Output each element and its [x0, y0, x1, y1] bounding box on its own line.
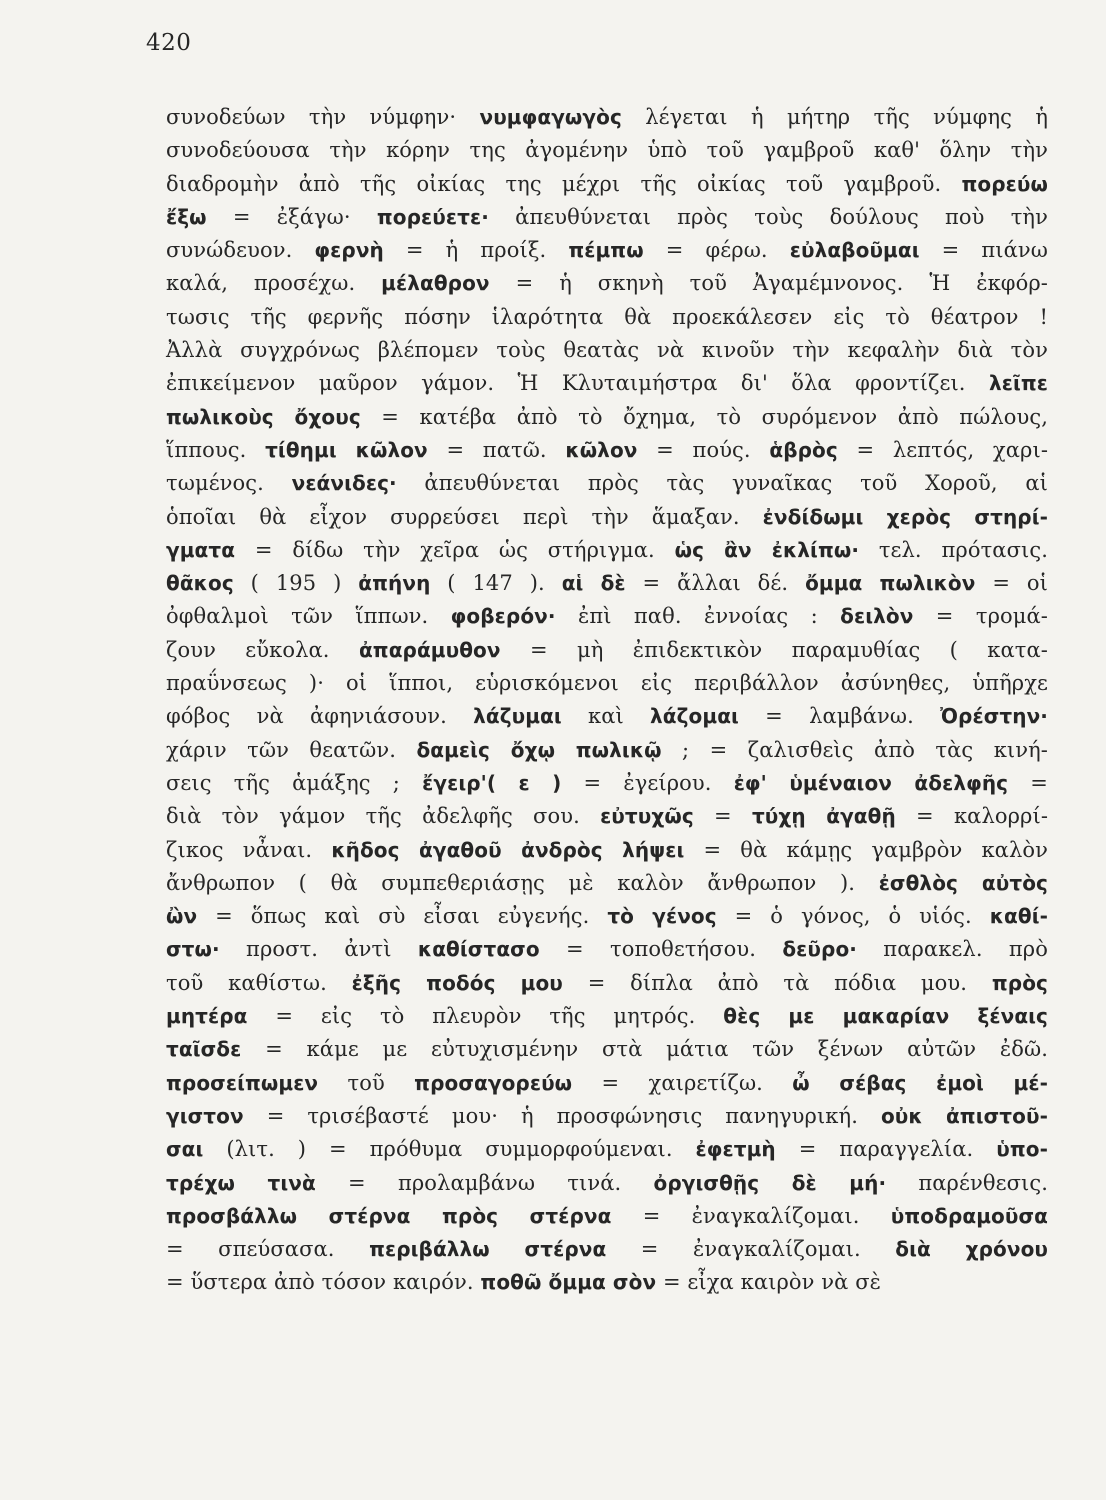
gloss-text: = χαιρετίζω. [572, 1070, 793, 1095]
bold-term: τὸ γένος [607, 904, 717, 929]
text-line [166, 1233, 1048, 1266]
text-line [166, 1033, 1048, 1066]
bold-term: δειλὸν [840, 604, 914, 629]
text-line [166, 967, 1048, 1000]
text-line [166, 1200, 1048, 1233]
text-line [166, 367, 1048, 400]
text-line [166, 1133, 1048, 1166]
gloss-text: = σπεύσασα. [166, 1237, 370, 1262]
bold-term: ἐξῆς ποδός μου [351, 970, 563, 995]
gloss-text: πραΰνσεως )· οἱ ἵπποι, εὑρισκόμενοι εἰς περιβάλλον ἀσύνηθες, ὑπῆρχε [166, 671, 1048, 696]
bold-term: σαι [166, 1137, 204, 1162]
bold-term: κῆδος ἀγαθοῦ ἀνδρὸς λήψει [331, 837, 685, 862]
gloss-text: = ἐναγκαλίζομαι. [606, 1237, 896, 1262]
gloss-text: = τρισέβαστέ μου· ἡ προσφώνησις πανηγυρική. [243, 1103, 881, 1128]
gloss-text: σεις τῆς ἁμάξης ; [166, 770, 423, 795]
bold-term: περιβάλλω στέρνα [369, 1237, 607, 1262]
bold-term: δεῦρο· [782, 937, 857, 962]
text-line [166, 667, 1048, 700]
gloss-text: = λαμβάνω. [738, 704, 941, 729]
gloss-text: = εἰς τὸ πλευρὸν τῆς μητρός. [247, 1004, 724, 1029]
text-line [166, 401, 1048, 434]
gloss-text: χάριν τῶν θεατῶν. [166, 737, 417, 762]
gloss-text: καὶ [561, 704, 651, 729]
gloss-text: ὀφθαλμοὶ τῶν ἵππων. [166, 604, 451, 629]
bold-term: πέμπω [568, 238, 644, 263]
bold-term: ὑπο- [996, 1137, 1048, 1162]
bold-term: αἱ δὲ [561, 571, 626, 596]
gloss-text: ἀπευθύνεται πρὸς τὰς γυναῖκας τοῦ Χοροῦ, αἱ [396, 471, 1048, 496]
gloss-text: = ἐναγκαλίζομαι. [611, 1203, 891, 1228]
gloss-text: = τρομά- [913, 604, 1048, 629]
gloss-text: = πιάνω [919, 238, 1048, 263]
gloss-text: = φέρω. [643, 238, 790, 263]
gloss-text: = κατέβα ἀπὸ τὸ ὄχημα, τὸ συρόμενον ἀπὸ πώλους, [360, 404, 1048, 429]
bold-term: διὰ χρόνου [895, 1237, 1049, 1262]
bold-term: προσείπωμεν [166, 1070, 319, 1095]
text-line [166, 134, 1048, 167]
bold-term: πωλικοὺς ὄχους [166, 404, 361, 429]
bold-term: ὄμμα πωλικὸν [805, 571, 976, 596]
bold-term: οὐκ ἀπιστοῦ- [880, 1103, 1048, 1128]
gloss-text: ἐπικείμενον μαῦρον γάμον. Ἡ Κλυταιμήστρα δι' ὅλα φροντίζει. [166, 371, 989, 396]
bold-term: καθίστασο [417, 937, 540, 962]
bold-term: προσαγορεύω [414, 1070, 573, 1095]
bold-term: τρέχω τινὰ [166, 1170, 316, 1195]
text-line [166, 234, 1048, 267]
gloss-text: τωσις τῆς φερνῆς πόσην ἱλαρότητα θὰ προεκάλεσεν εἰς τὸ θέατρον ! [166, 304, 1048, 329]
bold-term: λάζομαι [650, 704, 739, 729]
text-line [166, 467, 1048, 500]
gloss-text: διαδρομὴν ἀπὸ τῆς οἰκίας της μέχρι τῆς οἰκίας τοῦ γαμβροῦ. [166, 171, 962, 196]
text-line [166, 334, 1048, 367]
gloss-text: = πατῶ. [427, 437, 566, 462]
bold-term: ἐσθλὸς αὐτὸς [878, 870, 1048, 895]
text-line [166, 567, 1048, 600]
gloss-text: = καλορρί- [895, 804, 1049, 829]
bold-term: φοβερόν· [450, 604, 556, 629]
text-line [166, 700, 1048, 733]
gloss-text: ( 147 ). [430, 571, 562, 596]
text-line [166, 501, 1048, 534]
gloss-text: τωμένος. [166, 471, 292, 496]
gloss-text: = ἄλλαι δέ. [625, 571, 806, 596]
gloss-text: τελ. πρότασις. [859, 537, 1048, 562]
page-number: 420 [146, 30, 192, 56]
gloss-text: = προλαμβάνω τινά. [315, 1170, 654, 1195]
bold-term: προσβάλλω στέρνα πρὸς στέρνα [166, 1203, 612, 1228]
gloss-text: = δίπλα ἀπὸ τὰ πόδια μου. [562, 970, 992, 995]
gloss-text: τοῦ καθίστω. [166, 970, 352, 995]
bold-term: ἀπήνη [358, 571, 431, 596]
gloss-text: = κάμε με εὐτυχισμένην στὰ μάτια τῶν ξένων αὐτῶν ἐδῶ. [241, 1037, 1048, 1062]
body-text [166, 101, 1048, 1300]
bold-term: νυμφαγωγὸς [479, 105, 622, 129]
gloss-text: = [1008, 770, 1048, 795]
bold-term: Ὀρέστην· [940, 704, 1048, 729]
gloss-text: Ἀλλὰ συγχρόνως βλέπομεν τοὺς θεατὰς νὰ κινοῦν τὴν κεφαλὴν διὰ τὸν [166, 338, 1048, 363]
text-line [166, 1266, 1048, 1299]
gloss-text: = μὴ ἐπιδεκτικὸν παραμυθίας ( κατα- [500, 637, 1048, 662]
gloss-text: = εἶχα καιρὸν νὰ σὲ [656, 1270, 882, 1295]
gloss-text: = ὁ γόνος, ὁ υἱός. [716, 904, 990, 929]
bold-term: ὢν [166, 904, 198, 929]
gloss-text: ὁποῖαι θὰ εἶχον συρρεύσει περὶ τὴν ἅμαξαν. [166, 504, 763, 529]
text-line [166, 101, 1048, 134]
gloss-text: ; = ζαλισθεὶς ἀπὸ τὰς κινή- [661, 737, 1048, 762]
gloss-text: ἀπευθύνεται πρὸς τοὺς δούλους ποὺ τὴν [488, 204, 1048, 229]
bold-term: κῶλον [565, 437, 638, 462]
bold-term: ὡς ἂν ἐκλίπω· [674, 537, 860, 562]
gloss-text: φόβος νὰ ἀφηνιάσουν. [166, 704, 474, 729]
text-line [166, 933, 1048, 966]
gloss-text: παρένθεσις. [886, 1170, 1048, 1195]
text-line [166, 201, 1048, 234]
bold-term: ποθῶ ὄμμα σὸν [480, 1270, 657, 1295]
gloss-text: συνοδεύουσα τὴν κόρην της ἀγομένην ὑπὸ τοῦ γαμβροῦ καθ' ὅλην τὴν [166, 138, 1048, 163]
bold-term: εὐτυχῶς [600, 804, 694, 829]
text-line [166, 1100, 1048, 1133]
gloss-text: καλά, προσέχω. [166, 271, 382, 296]
bold-term: πορεύω [961, 171, 1048, 196]
gloss-text: συνώδευον. [166, 238, 315, 263]
text-line [166, 900, 1048, 933]
bold-term: ἁβρὸς [769, 437, 838, 462]
bold-term: πορεύετε· [376, 204, 489, 229]
bold-term: ἐφ' ὑμέναιον ἀδελφῆς [733, 770, 1009, 795]
bold-term: μητέρα [166, 1004, 248, 1029]
gloss-text: = πούς. [637, 437, 770, 462]
gloss-text: προστ. ἀντὶ [219, 937, 418, 962]
gloss-text: (λιτ. ) = πρόθυμα συμμορφούμεναι. [203, 1137, 696, 1162]
bold-term: τίθημι κῶλον [265, 437, 428, 462]
bold-term: φερνὴ [314, 238, 384, 263]
bold-term: εὐλαβοῦμαι [789, 238, 920, 263]
gloss-text: = ὕστερα ἀπὸ τόσον καιρόν. [166, 1270, 481, 1295]
bold-term: ὀργισθῇς δὲ μή· [653, 1170, 887, 1195]
gloss-text: = θὰ κάμῃς γαμβρὸν καλὸν [684, 837, 1048, 862]
bold-term: τύχῃ ἀγαθῇ [751, 804, 896, 829]
text-line [166, 767, 1048, 800]
bold-term: θὲς με μακαρίαν ξέναις [723, 1004, 1049, 1029]
gloss-text: = οἱ [975, 571, 1048, 596]
gloss-text: = ὅπως καὶ σὺ εἶσαι εὐγενής. [197, 904, 608, 929]
text-line [166, 867, 1048, 900]
text-line [166, 267, 1048, 300]
gloss-text: ζουν εὔκολα. [166, 637, 359, 662]
gloss-text: = ἐγείρου. [561, 770, 734, 795]
bold-term: θᾶκος [166, 571, 234, 596]
text-line [166, 600, 1048, 633]
bold-term: νεάνιδες· [291, 471, 397, 496]
gloss-text: ἵππους. [166, 437, 266, 462]
bold-term: πρὸς [991, 970, 1048, 995]
text-line [166, 734, 1048, 767]
bold-term: λάζυμαι [473, 704, 562, 729]
gloss-text: λέγεται ἡ μήτηρ τῆς νύμφης ἡ [621, 105, 1048, 129]
text-line [166, 534, 1048, 567]
bold-term: ἐνδίδωμι χερὸς στηρί- [762, 504, 1048, 529]
bold-term: στω· [166, 937, 220, 962]
bold-term: ἔξω [166, 204, 207, 229]
text-line [166, 834, 1048, 867]
bold-term: ἐφετμὴ [695, 1137, 776, 1162]
gloss-text: = λεπτός, χαρι- [837, 437, 1049, 462]
gloss-text: ζικος νἆναι. [166, 837, 332, 862]
gloss-text: = [693, 804, 752, 829]
bold-term: ὦ σέβας ἐμοὶ μέ- [792, 1070, 1048, 1095]
text-line [166, 1167, 1048, 1200]
text-line [166, 301, 1048, 334]
gloss-text: = ἡ προίξ. [383, 238, 569, 263]
bold-term: καθί- [989, 904, 1048, 929]
bold-term: ἀπαράμυθον [358, 637, 501, 662]
bold-term: λεῖπε [988, 371, 1048, 396]
gloss-text: = δίδω τὴν χεῖρα ὡς στήριγμα. [235, 537, 675, 562]
gloss-text: = τοποθετήσου. [539, 937, 783, 962]
text-line [166, 434, 1048, 467]
gloss-text: τοῦ [318, 1070, 415, 1095]
gloss-text: ἄνθρωπον ( θὰ συμπεθεριάσῃς μὲ καλὸν ἄνθρωπον ). [166, 870, 879, 895]
gloss-text: συνοδεύων τὴν νύμφην· [166, 105, 480, 129]
text-line [166, 1000, 1048, 1033]
text-line [166, 634, 1048, 667]
bold-term: μέλαθρον [381, 271, 490, 296]
gloss-text: = ἡ σκηνὴ τοῦ Ἀγαμέμνονος. Ἡ ἐκφόρ- [489, 271, 1048, 296]
gloss-text: = ἐξάγω· [206, 204, 377, 229]
bold-term: γματα [166, 537, 236, 562]
bold-term: γιστον [166, 1103, 244, 1128]
bold-term: ἔγειρ'( ε ) [422, 770, 562, 795]
text-line [166, 1067, 1048, 1100]
bold-term: δαμεὶς ὄχῳ πωλικῷ [416, 737, 662, 762]
bold-term: ταῖσδε [166, 1037, 242, 1062]
gloss-text: = παραγγελία. [775, 1137, 997, 1162]
bold-term: ὑποδραμοῦσα [890, 1203, 1048, 1228]
text-line [166, 168, 1048, 201]
gloss-text: ( 195 ) [233, 571, 359, 596]
text-line [166, 800, 1048, 833]
gloss-text: ἐπὶ παθ. ἐννοίας : [555, 604, 841, 629]
gloss-text: παρακελ. πρὸ [856, 937, 1048, 962]
gloss-text: διὰ τὸν γάμον τῆς ἀδελφῆς σου. [166, 804, 601, 829]
